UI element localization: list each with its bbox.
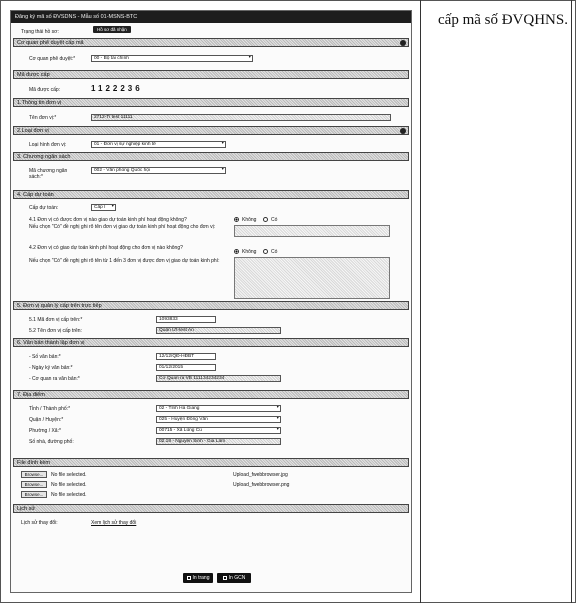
section-history <box>11 504 411 534</box>
file-status-3: No file selected. <box>51 492 87 498</box>
chapter-label: Mã chương ngân sách:* <box>29 168 68 180</box>
ward-select[interactable]: 00715 - Xã Lũng Cú ▾ <box>156 427 281 434</box>
section-budget-chapter <box>11 152 411 190</box>
doc-agency-label: - Cơ quan ra văn bản:* <box>29 376 80 382</box>
level-label: Cấp dự toán: <box>29 205 59 211</box>
q2-yes-radio[interactable] <box>263 249 268 254</box>
section-assigned-code <box>11 70 411 98</box>
superior-name-label: 5.2 Tên đơn vị cấp trên: <box>29 328 82 334</box>
section-attachments <box>11 458 411 504</box>
doc-date-input[interactable]: 01/12/2015 <box>156 364 216 371</box>
window-title: Đăng ký mã số ĐVSDNS - Mẫu số 01-MSNS-BTC <box>11 11 411 23</box>
street-label: Số nhà, đường phố: <box>29 439 74 445</box>
section-title: 2.Loại đơn vị <box>13 126 409 135</box>
browse-button-3[interactable]: Browse... <box>21 491 47 498</box>
unit-name-label: Tên đơn vị:* <box>29 115 57 121</box>
district-label: Quận / Huyện:* <box>29 417 64 423</box>
file-status-1: No file selected. <box>51 472 87 478</box>
unit-type-select[interactable]: 01 - Đơn vị sự nghiệp kinh tế ▾ <box>91 141 226 148</box>
status-label: Trạng thái hồ sơ: <box>21 29 59 35</box>
q2-no-label: Không <box>242 249 257 255</box>
q1-yes-label: Có <box>271 217 278 223</box>
q1-no-label: Không <box>242 217 257 223</box>
section-title: 1.Thông tin đơn vị <box>13 98 409 107</box>
district-select[interactable]: 025 - Huyện Đồng Văn ▾ <box>156 416 281 423</box>
unit-name-input[interactable]: 2712-Tỉ test 11111 <box>91 114 391 121</box>
doc-number-label: - Số văn bản:* <box>29 354 61 360</box>
section-title: 7. Địa điểm <box>13 390 409 399</box>
agency-select[interactable]: 00 - Bộ tài chính ▾ <box>91 55 253 62</box>
superior-code-input[interactable]: 1093833 <box>156 316 216 323</box>
q2-note: Nếu chọn "Có" đề nghị ghi rõ tên từ 1 đến 3 đơn vị được đơn vị giao dự toán kinh phí: <box>29 258 220 264</box>
file-name-1[interactable]: Upload_fwebbrowser.jpg <box>233 472 288 478</box>
q1-note: Nếu chọn "Có" đề nghị ghi rõ tên đơn vị giao dự toán kinh phí hoạt động cho đơn vị: <box>29 224 216 230</box>
q2-text: 4.2 Đơn vị có giao dự toán kinh phí hoạt động cho đơn vị nào không? <box>29 245 183 251</box>
top-rule <box>0 0 576 1</box>
section-approval-agency <box>11 38 411 70</box>
section-unit-type <box>11 126 411 152</box>
q2-yes-label: Có <box>271 249 278 255</box>
street-input[interactable]: 02.18 - Nguyễn Sinh - Gia Lâm <box>156 438 281 445</box>
section-title: File đính kèm <box>13 458 409 467</box>
agency-label: Cơ quan phê duyệt:* <box>29 56 76 62</box>
browse-button-1[interactable]: Browse... <box>21 471 47 478</box>
q1-textarea[interactable] <box>234 225 390 237</box>
q1-text: 4.1 Đơn vị có được đơn vị nào giao dự toán kinh phí hoạt động không? <box>29 217 187 223</box>
info-icon <box>400 40 406 46</box>
superior-name-input[interactable]: Quận Ưt-test An <box>156 327 281 334</box>
print-icon <box>187 576 191 580</box>
section-title: Cơ quan phê duyệt cấp mã <box>13 38 409 47</box>
browse-button-2[interactable]: Browse... <box>21 481 47 488</box>
section-title: 5. Đơn vị quản lý cấp trên trực tiếp <box>13 301 409 310</box>
q2-no-radio[interactable] <box>234 249 239 254</box>
chapter-select[interactable]: 002 - Văn phòng Quốc hội ▾ <box>91 167 226 174</box>
unit-type-label: Loại hình đơn vị: <box>29 142 67 148</box>
doc-agency-input[interactable]: Cơ Quan ra VB 111134234234 <box>156 375 281 382</box>
superior-code-label: 5.1 Mã đơn vị cấp trên:* <box>29 317 83 323</box>
section-title: Lịch sử <box>13 504 409 513</box>
ward-label: Phường / Xã:* <box>29 428 61 434</box>
print-gcn-button[interactable]: In GCN <box>217 573 251 583</box>
print-button[interactable]: In trang <box>183 573 213 583</box>
history-label: Lịch sử thay đổi: <box>21 520 58 526</box>
level-select[interactable]: Cấp I ▾ <box>91 204 116 211</box>
section-estimate-level <box>11 190 411 301</box>
doc-number-input[interactable]: 12/12/QĐ-HĐBT <box>156 353 216 360</box>
section-title: 4. Cấp dự toán <box>13 190 409 199</box>
info-icon <box>400 128 406 134</box>
file-status-2: No file selected. <box>51 482 87 488</box>
section-title: Mã được cấp <box>13 70 409 79</box>
province-label: Tỉnh / Thành phố:* <box>29 406 71 412</box>
section-location <box>11 390 411 458</box>
assigned-code: 1122236 <box>91 84 143 93</box>
q1-no-radio[interactable] <box>234 217 239 222</box>
status-badge: Hồ sơ đã nhận <box>93 26 131 33</box>
code-label: Mã được cấp: <box>29 87 61 93</box>
province-select[interactable]: 02 - Tỉnh Hà Giang ▾ <box>156 405 281 412</box>
section-title: 6. Văn bản thành lập đơn vị <box>13 338 409 347</box>
section-establishment-doc <box>11 338 411 390</box>
q2-textarea[interactable] <box>234 257 390 299</box>
section-title: 3. Chương ngân sách <box>13 152 409 161</box>
history-link[interactable]: Xem lịch sử thay đổi <box>91 520 137 526</box>
file-name-2[interactable]: Upload_fwebbrowser.png <box>233 482 290 488</box>
column-divider <box>420 0 421 603</box>
section-unit-info <box>11 98 411 126</box>
side-note: cấp mã số ĐVQHNS. <box>438 12 568 28</box>
right-border <box>571 0 572 603</box>
q1-yes-radio[interactable] <box>263 217 268 222</box>
registration-form <box>10 10 412 593</box>
status-row <box>11 23 411 38</box>
print-icon <box>223 576 227 580</box>
section-superior-unit <box>11 301 411 338</box>
doc-date-label: - Ngày ký văn bản:* <box>29 365 73 371</box>
